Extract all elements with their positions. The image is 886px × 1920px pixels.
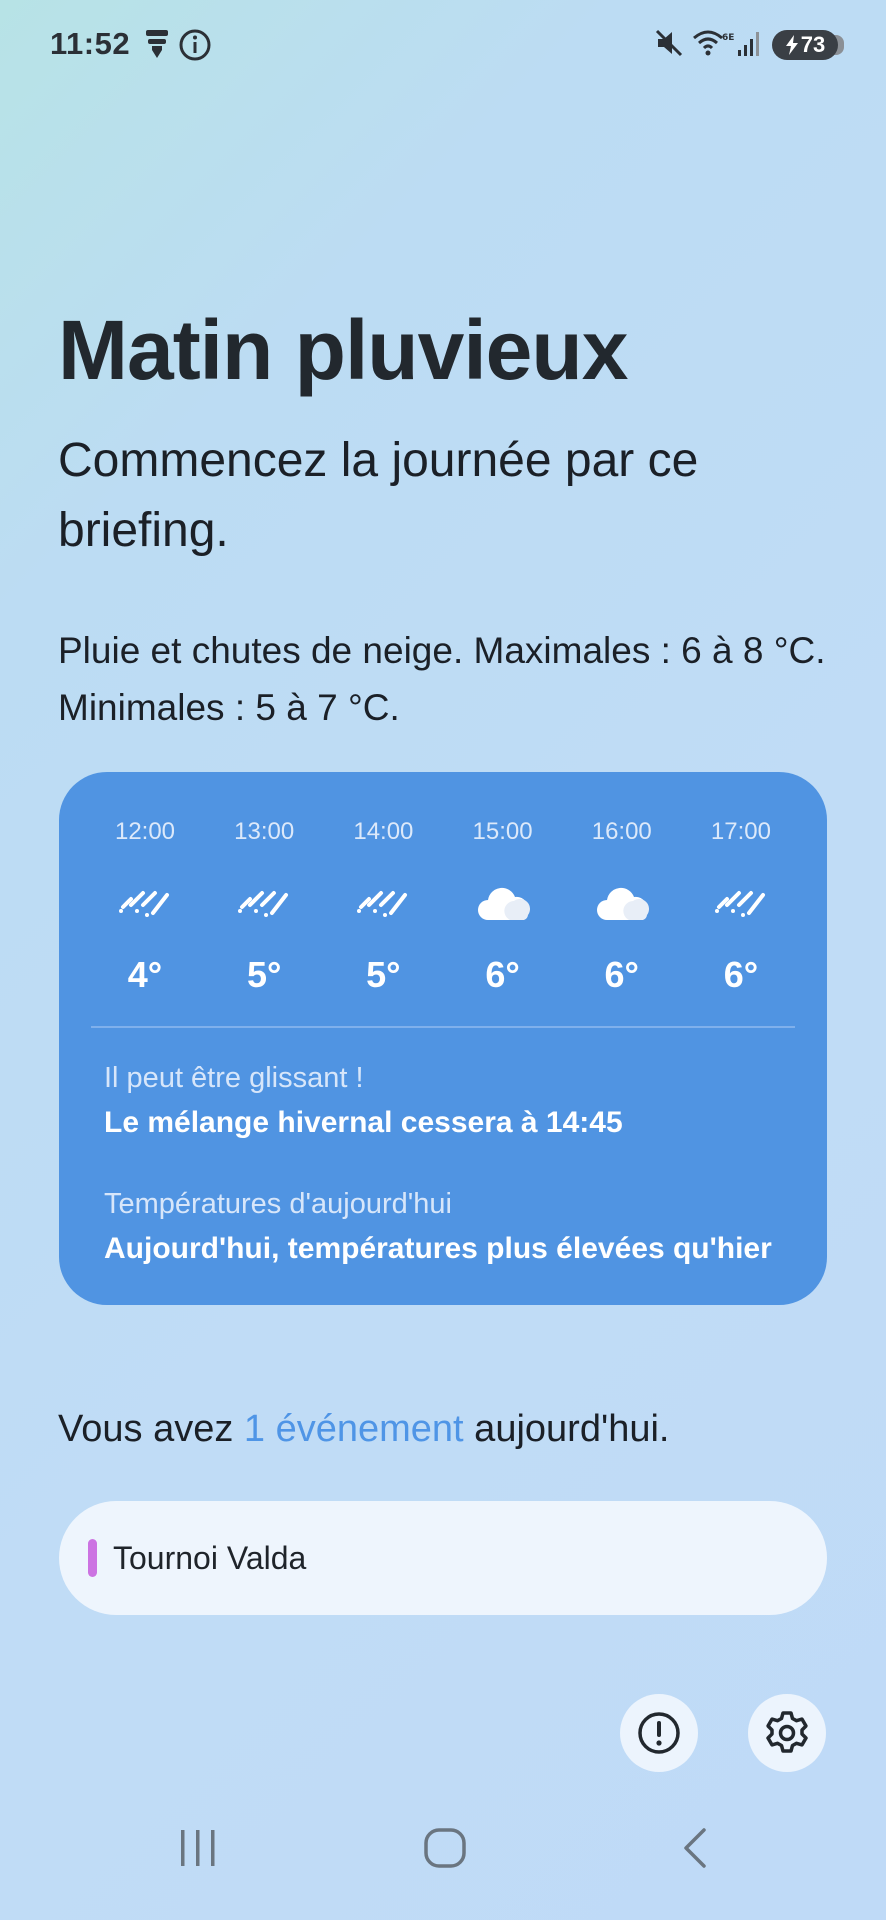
- wifi-icon: [692, 28, 735, 58]
- forecast-time: 15:00: [472, 818, 533, 845]
- gear-icon: [763, 1709, 811, 1757]
- recent-apps-icon[interactable]: [176, 1826, 220, 1870]
- hourly-forecast-list: [95, 812, 791, 996]
- back-icon[interactable]: [674, 1826, 718, 1870]
- today-temps-text: Aujourd'hui, températures plus élevées qu'hier: [104, 1232, 772, 1265]
- today-temps-label: Températures d'aujourd'hui: [104, 1188, 452, 1220]
- forecast-time: 17:00: [710, 818, 771, 845]
- battery-level: 73: [800, 32, 826, 57]
- forecast-time: 14:00: [353, 818, 414, 845]
- forecast-time: 13:00: [234, 818, 295, 845]
- forecast-hour: [572, 812, 672, 996]
- forecast-hour: [214, 812, 314, 996]
- status-time: 11:52: [50, 26, 131, 61]
- page-subtitle: Commencez la journée par ce briefing.: [58, 434, 699, 557]
- forecast-temp: 6°: [485, 954, 520, 995]
- hourly-forecast-card[interactable]: [59, 772, 827, 1305]
- events-prefix: Vous avez: [58, 1408, 244, 1450]
- rain-icon: [117, 880, 173, 928]
- mute-icon: [654, 28, 684, 58]
- forecast-temp: 6°: [723, 954, 759, 995]
- forecast-temp: 5°: [246, 954, 282, 995]
- settings-button[interactable]: [748, 1694, 826, 1772]
- forecast-hour: [691, 812, 791, 996]
- card-divider: [91, 1026, 795, 1028]
- signal-icon: [736, 28, 762, 58]
- forecast-hour: [95, 812, 195, 996]
- forecast-time: 16:00: [591, 818, 652, 845]
- report-button[interactable]: [620, 1694, 698, 1772]
- home-icon[interactable]: [423, 1826, 467, 1870]
- events-summary: [58, 1408, 669, 1451]
- notification-icon: [144, 28, 170, 60]
- forecast-temp: 6°: [604, 954, 639, 995]
- slippery-warning-label: Il peut être glissant !: [104, 1062, 364, 1094]
- svg-text:6E: 6E: [722, 33, 735, 43]
- page-title: Matin pluvieux: [58, 303, 628, 397]
- events-suffix: aujourd'hui.: [463, 1408, 670, 1450]
- rain-icon: [713, 880, 769, 928]
- weather-summary: Pluie et chutes de neige. Maximales : 6 à 8 °C. Minimales : 5 à 7 °C.: [58, 630, 826, 728]
- cloud-icon: [474, 880, 532, 928]
- charging-bolt-icon: [785, 35, 799, 55]
- cloud-icon: [593, 880, 651, 928]
- status-bar: [0, 0, 886, 90]
- alert-icon: [636, 1710, 682, 1756]
- slippery-warning-text: Le mélange hivernal cessera à 14:45: [104, 1106, 623, 1139]
- forecast-hour: [333, 812, 433, 996]
- forecast-temp: 4°: [127, 954, 163, 995]
- info-icon: [178, 28, 212, 62]
- events-link[interactable]: 1 événement: [243, 1408, 464, 1450]
- battery-icon: [772, 30, 838, 60]
- forecast-hour: [453, 812, 553, 996]
- event-color-bar: [88, 1539, 97, 1577]
- event-item[interactable]: [59, 1501, 827, 1615]
- rain-icon: [236, 880, 292, 928]
- event-title: Tournoi Valda: [113, 1539, 307, 1576]
- forecast-time: 12:00: [114, 818, 176, 845]
- forecast-temp: 5°: [366, 954, 401, 995]
- rain-icon: [355, 880, 411, 928]
